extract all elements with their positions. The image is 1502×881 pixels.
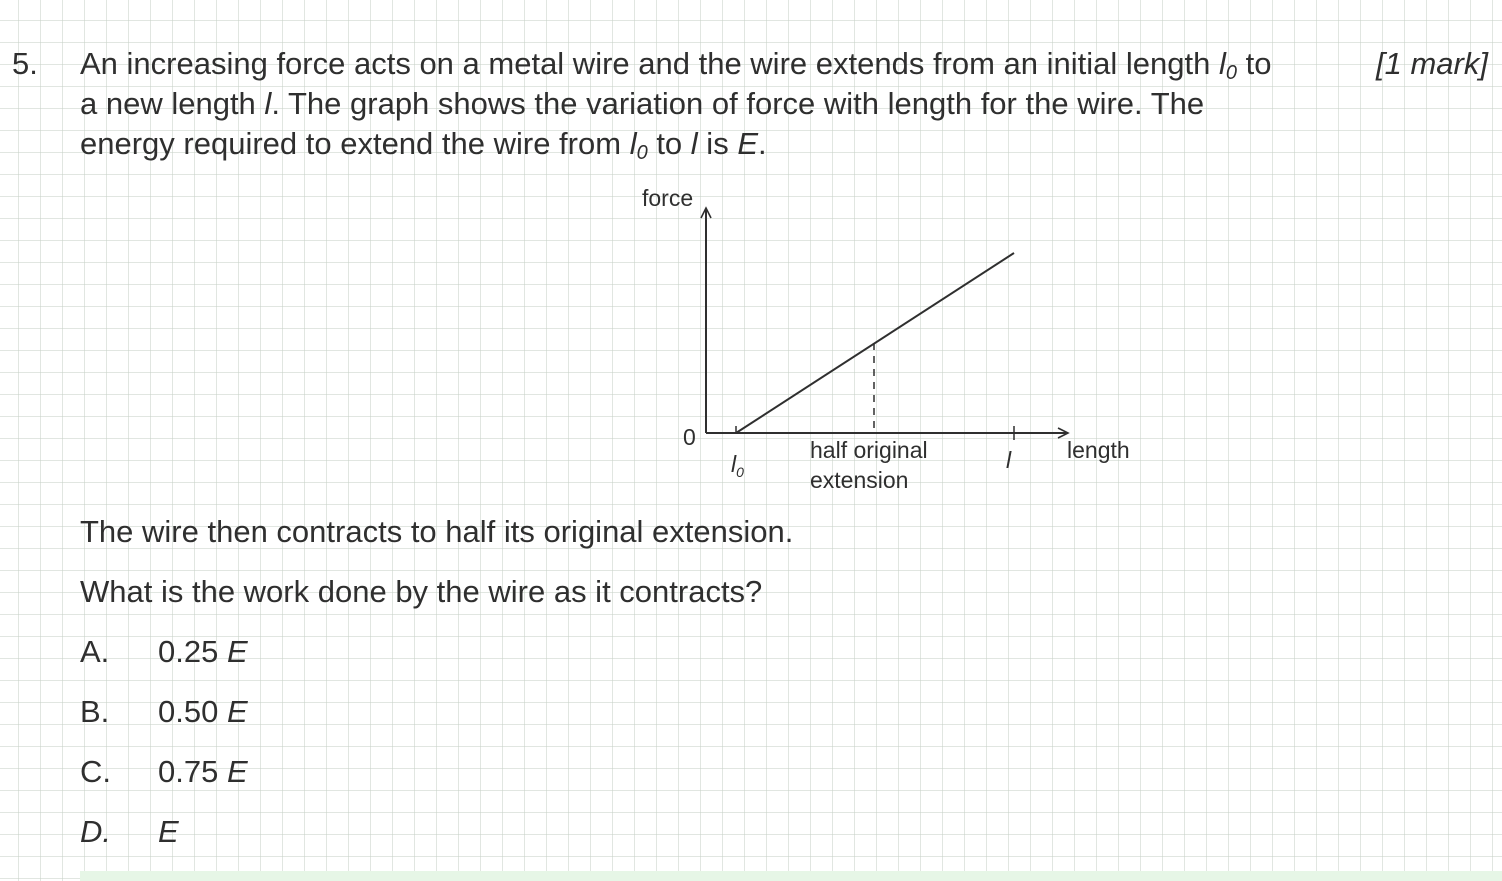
option-d-letter: D. [80,814,111,849]
force-length-line [736,253,1014,433]
l0-axis-label: $l_0$ [731,451,744,480]
l-symbol-2: l [690,126,698,161]
option-a-value: 0.25 [158,634,227,669]
answer-highlight-bar [80,871,1502,881]
marks-label: [1 mark] [1376,46,1488,81]
option-d-unit: E [158,814,179,849]
force-length-graph [600,180,1160,510]
l0-symbol: $l_0$ [1218,46,1237,84]
l-axis-label: l [1006,447,1012,473]
half-extension-label-line-1: half original [810,437,928,463]
l0-symbol-2: $l_0$ [629,126,648,164]
l-symbol: l [264,86,272,121]
option-b-unit: E [226,694,248,729]
option-d[interactable] [80,814,179,850]
option-c-value: 0.75 [158,754,227,789]
option-c[interactable] [80,754,248,790]
x-axis-label: length [1067,437,1130,463]
option-b-value: 0.50 [158,694,227,729]
option-a-unit: E [226,634,248,669]
option-c-letter: C. [80,754,111,789]
question-text-line-3: energy required to extend the wire from $l_0$ to l is E. [80,126,767,164]
origin-label: 0 [683,424,696,450]
y-axis-label: force [642,185,694,211]
E-symbol: E [737,126,758,161]
option-b[interactable] [80,694,248,730]
question-line-1-text: An increasing force acts on a metal wire and the wire extends from an initial length [80,46,1219,81]
question-number: 5. [12,46,38,81]
option-c-unit: E [226,754,248,789]
question-text-line-2: a new length l. The graph shows the variation of force with length for the wire. The [80,86,1205,121]
option-b-letter: B. [80,694,110,729]
half-extension-label-line-2: extension [810,467,909,493]
to-word: to [1245,46,1272,81]
option-a[interactable] [80,634,248,670]
work-question: What is the work done by the wire as it contracts? [80,574,763,609]
contracts-statement: The wire then contracts to half its original extension. [80,514,794,549]
question-text-line-1 [80,46,1271,85]
option-a-letter: A. [80,634,110,669]
